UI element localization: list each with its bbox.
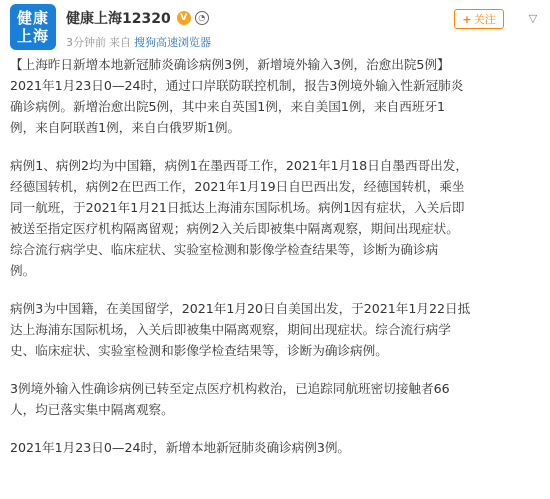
text-line: 3例境外输入性确诊病例已转至定点医疗机构救治，已追踪同航班密切接触者66 [10,381,450,396]
text-line: 确诊病例。新增治愈出院5例，其中来自英国1例，来自美国1例，来自西班牙1 [10,99,446,114]
text-line: 史、临床症状、实验室检测和影像学检查结果等，诊断为确诊病例。 [10,343,388,358]
text-line: 病例1、病例2均为中国籍，病例1在墨西哥工作，2021年1月18日自墨西哥出发， [10,158,468,173]
account-name[interactable]: 健康上海12320 [66,11,171,27]
follow-label: 关注 [473,13,496,26]
post-time[interactable]: 3分钟前 [66,36,106,49]
avatar-text-line1: 健康 [16,9,49,27]
paragraph-summary [10,54,542,138]
follow-button[interactable] [454,9,504,29]
text-line: 人，均已落实集中隔离观察。 [10,402,174,417]
text-line: 2021年1月23日0—24时，通过口岸联防联控机制，报告3例境外输入性新冠肺炎 [10,78,464,93]
avatar-text-line2: 上海 [16,27,49,45]
post-content [10,54,542,458]
text-line: 同一航班，于2021年1月21日抵达上海浦东国际机场。病例1因有症状，入关后即 [10,200,465,215]
member-level-icon[interactable]: ◔ [195,11,209,25]
paragraph-gap [10,281,542,298]
paragraph-treatment [10,378,542,420]
text-line: 达上海浦东国际机场，入关后即被集中隔离观察，期间出现症状。综合流行病学 [10,322,451,337]
post-header [0,0,550,58]
text-line: 【上海昨日新增本地新冠肺炎确诊病例3例，新增境外输入3例，治愈出院5例】 [10,57,450,72]
paragraph-gap [10,361,542,378]
from-label: 来自 [109,36,131,49]
chevron-down-icon[interactable]: ▽ [528,12,538,25]
text-line: 例，来自阿联酋1例，来自白俄罗斯1例。 [10,120,241,135]
verified-badge-icon: V [177,11,191,25]
name-row [66,8,209,28]
paragraph-cases-1-2 [10,155,542,281]
post-meta [66,34,211,50]
paragraph-gap [10,138,542,155]
plus-icon: + [462,12,472,26]
paragraph-gap [10,420,542,437]
text-line: 被送至指定医疗机构隔离留观；病例2入关后即被集中隔离观察，期间出现症状。 [10,221,459,236]
paragraph-local-cases [10,437,542,458]
post-source-link[interactable]: 搜狗高速浏览器 [134,36,211,49]
text-line: 病例3为中国籍，在美国留学，2021年1月20日自美国出发，于2021年1月22日抵 [10,301,471,316]
text-line: 2021年1月23日0—24时，新增本地新冠肺炎确诊病例3例。 [10,440,351,455]
text-line: 综合流行病学史、临床症状、实验室检测和影像学检查结果等，诊断为确诊病 [10,242,439,257]
avatar[interactable] [10,4,56,50]
text-line: 例。 [10,263,36,278]
text-line: 经德国转机，病例2在巴西工作，2021年1月19日自巴西出发，经德国转机，乘坐 [10,179,465,194]
paragraph-case-3 [10,298,542,361]
